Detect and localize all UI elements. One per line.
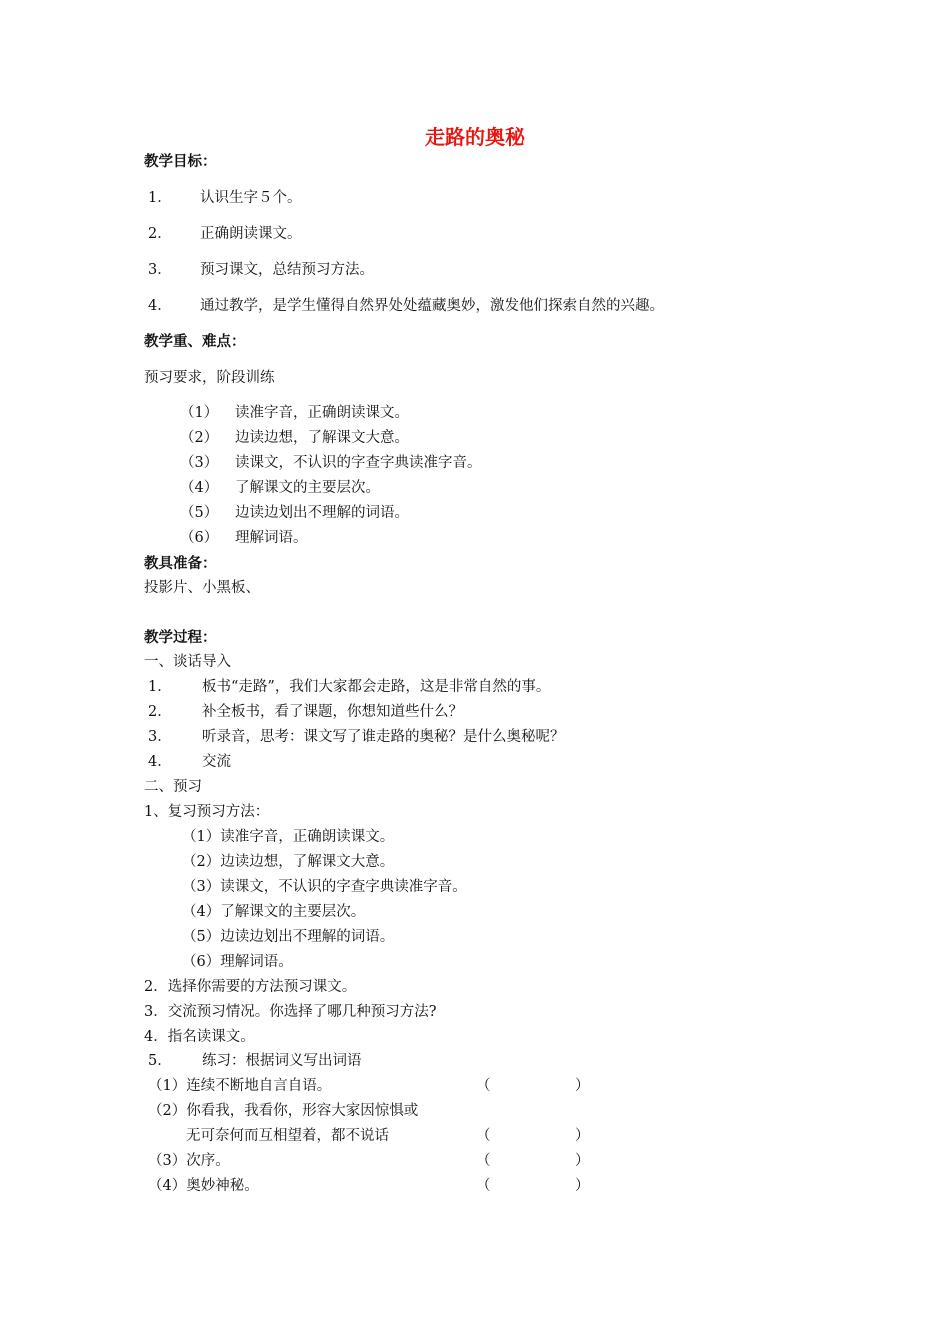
answer-blank-close: ） <box>575 1128 590 1144</box>
keypoint-text: 了解课文的主要层次。 <box>235 480 380 496</box>
keypoint-text: 理解词语。 <box>235 530 308 546</box>
keypoints-heading: 教学重、难点： <box>144 334 246 350</box>
keypoint-number: （2） <box>180 430 219 446</box>
keypoint-text: 读准字音，正确朗读课文。 <box>235 405 409 421</box>
part2-heading: 二、预习 <box>144 779 202 795</box>
exercise-item-continued: 无可奈何而互相望着，都不说话 <box>186 1128 389 1144</box>
step-item: 3．交流预习情况。你选择了哪几种预习方法? <box>144 1004 437 1020</box>
step-item: 4．指名读课文。 <box>144 1029 255 1045</box>
answer-blank-open[interactable]: （ <box>476 1178 491 1194</box>
keypoint-text: 边读边划出不理解的词语。 <box>235 505 409 521</box>
goal-text: 预习课文，总结预习方法。 <box>200 262 374 278</box>
part1-number: 3． <box>148 729 172 745</box>
exercise-item: （1）连续不断地自言自语。 <box>148 1078 332 1094</box>
document-title: 走路的奥秘 <box>425 125 525 149</box>
exercise-text: 练习：根据词义写出词语 <box>202 1053 362 1069</box>
keypoints-intro: 预习要求，阶段训练 <box>144 370 275 386</box>
keypoint-number: （3） <box>180 455 219 471</box>
tools-heading: 教具准备： <box>144 556 217 572</box>
review-item: （6）理解词语。 <box>182 954 293 970</box>
answer-blank-open[interactable]: （ <box>476 1153 491 1169</box>
exercise-number: 5． <box>148 1053 172 1069</box>
answer-blank-open[interactable]: （ <box>476 1078 491 1094</box>
part1-text: 听录音，思考：课文写了谁走路的奥秘？是什么奥秘呢？ <box>202 729 565 745</box>
goal-number: 3． <box>148 262 172 278</box>
keypoint-number: （5） <box>180 505 219 521</box>
keypoint-number: （1） <box>180 405 219 421</box>
review-item: （2）边读边想，了解课文大意。 <box>182 854 395 870</box>
part1-number: 1． <box>148 679 172 695</box>
part1-text: 补全板书，看了课题，你想知道些什么？ <box>202 704 463 720</box>
keypoint-text: 读课文，不认识的字查字典读准字音。 <box>235 455 482 471</box>
answer-blank-close: ） <box>575 1153 590 1169</box>
exercise-item: （2）你看我，我看你，形容大家因惊惧或 <box>148 1103 419 1119</box>
answer-blank-close: ） <box>575 1178 590 1194</box>
step-item: 2．选择你需要的方法预习课文。 <box>144 979 357 995</box>
part1-text: 交流 <box>202 754 231 770</box>
review-item: （5）边读边划出不理解的词语。 <box>182 929 395 945</box>
keypoint-number: （4） <box>180 480 219 496</box>
review-item: （4）了解课文的主要层次。 <box>182 904 366 920</box>
goal-number: 2． <box>148 226 172 242</box>
review-item: （1）读准字音，正确朗读课文。 <box>182 829 395 845</box>
goals-heading: 教学目标： <box>144 154 217 170</box>
review-item: （3）读课文，不认识的字查字典读准字音。 <box>182 879 467 895</box>
review-heading: 1、复习预习方法： <box>144 804 270 820</box>
goal-text: 通过教学，是学生懂得自然界处处蕴藏奥妙，激发他们探索自然的兴趣。 <box>200 298 664 314</box>
answer-blank-close: ） <box>575 1078 590 1094</box>
part1-number: 2． <box>148 704 172 720</box>
exercise-item: （3）次序。 <box>148 1153 230 1169</box>
answer-blank-open[interactable]: （ <box>476 1128 491 1144</box>
process-heading: 教学过程： <box>144 630 217 646</box>
keypoint-text: 边读边想，了解课文大意。 <box>235 430 409 446</box>
tools-text: 投影片、小黑板、 <box>144 580 260 596</box>
goal-text: 认识生字５个。 <box>200 190 302 206</box>
keypoint-number: （6） <box>180 530 219 546</box>
goal-text: 正确朗读课文。 <box>200 226 302 242</box>
part1-heading: 一、谈话导入 <box>144 654 231 670</box>
part1-text: 板书“走路”，我们大家都会走路，这是非常自然的事。 <box>202 679 551 695</box>
goal-number: 4． <box>148 298 172 314</box>
goal-number: 1． <box>148 190 172 206</box>
part1-number: 4． <box>148 754 172 770</box>
exercise-item: （4）奥妙神秘。 <box>148 1178 259 1194</box>
